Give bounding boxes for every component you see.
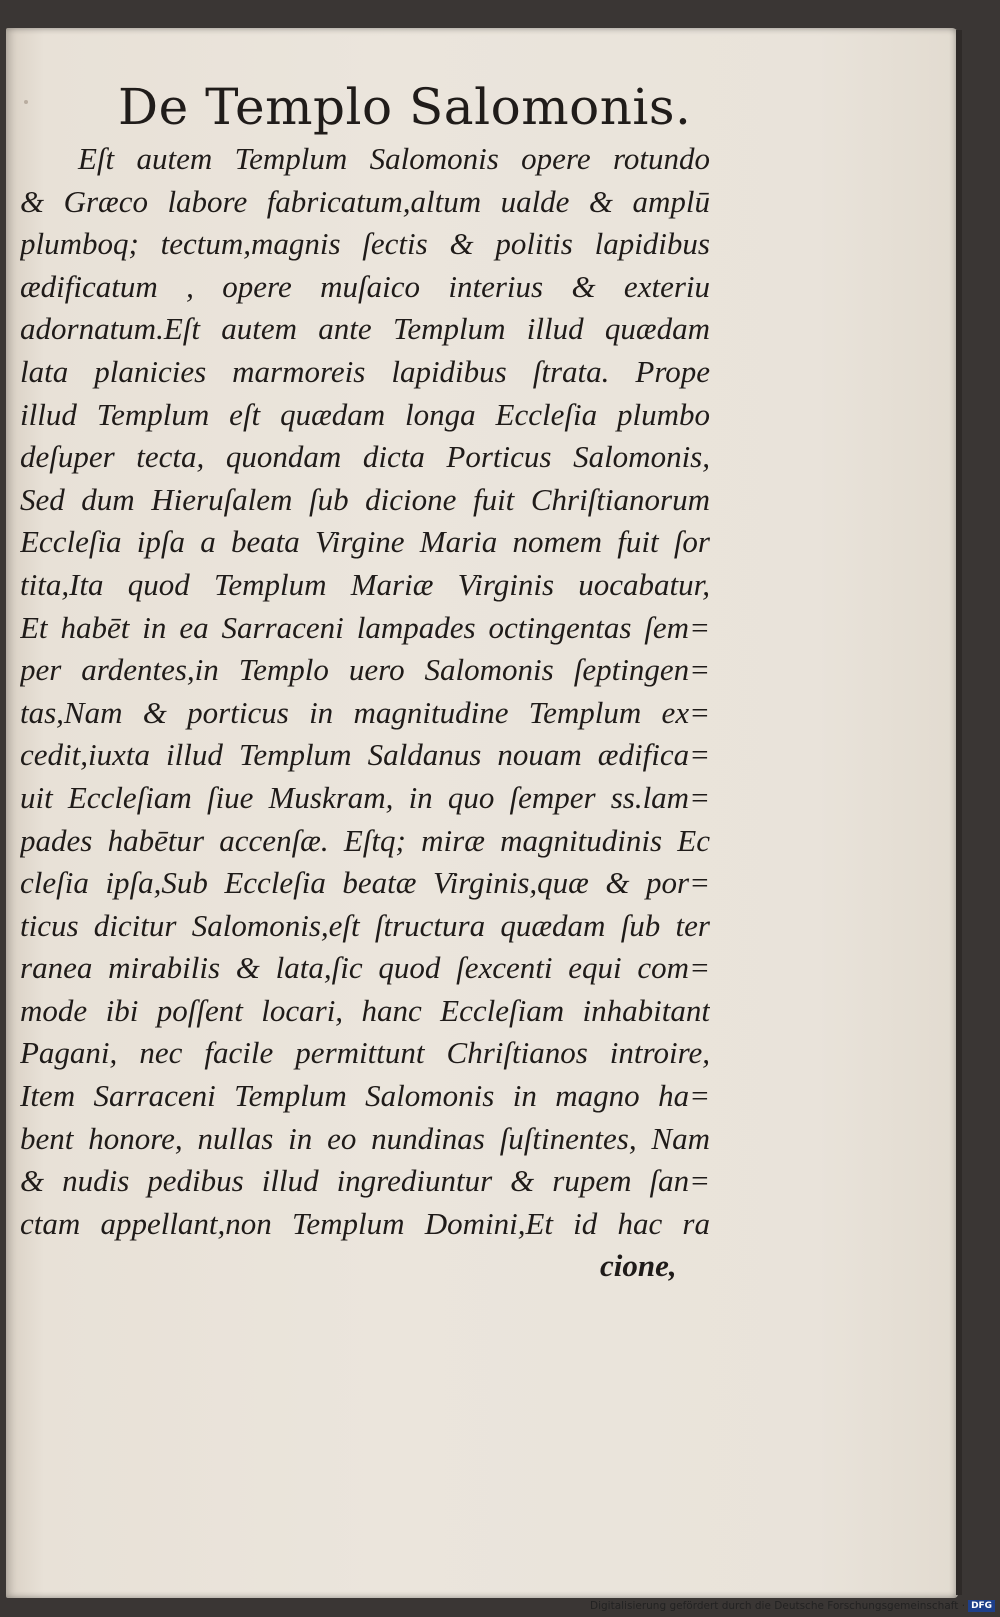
text-line: tita,Ita quod Templum Mariæ Virginis uocabatur,	[20, 566, 710, 602]
text-line: cedit,iuxta illud Templum Saldanus nouam ædifica=	[20, 737, 710, 773]
text-line: ædificatum , opere muſaico interius & exteriu	[20, 268, 710, 304]
text-line: tas,Nam & porticus in magnitudine Templum ex=	[20, 694, 710, 730]
text-line: ctam appellant,non Templum Domini,Et id hac ra	[20, 1205, 710, 1241]
page-heading: De Templo Salomonis.	[118, 78, 692, 136]
text-line: plumboq; tectum,magnis ſectis & politis lapidibus	[20, 226, 710, 262]
text-line: Eſt autem Templum Salomonis opere rotundo	[78, 141, 710, 176]
text-line: Item Sarraceni Templum Salomonis in magno ha=	[20, 1078, 710, 1114]
text-line: ticus dicitur Salomonis,eſt ſtructura quædam ſub ter	[20, 907, 710, 943]
body-text	[20, 138, 710, 1245]
text-line: illud Templum eſt quædam longa Eccleſia plumbo	[20, 396, 710, 432]
text-line: Et habēt in ea Sarraceni lampades octingentas ſem=	[20, 609, 710, 645]
text-line: uit Eccleſiam ſiue Muskram, in quo ſemper ss.lam=	[20, 779, 710, 815]
paper-speck	[24, 100, 28, 104]
text-line: adornatum.Eſt autem ante Templum illud quædam	[20, 311, 710, 347]
text-line: & Græco labore fabricatum,altum ualde & amplū	[20, 183, 710, 219]
catchword: cione,	[600, 1248, 677, 1283]
page-edge-shadow	[956, 30, 962, 1595]
dfg-logo: DFG	[968, 1600, 995, 1612]
text-line: cleſia ipſa,Sub Eccleſia beatæ Virginis,quæ & por=	[20, 865, 710, 901]
text-line: Eccleſia ipſa a beata Virgine Maria nomem fuit ſor	[20, 524, 710, 560]
text-line: mode ibi poſſent locari, hanc Eccleſiam inhabitant	[20, 992, 710, 1028]
text-line: ranea mirabilis & lata,ſic quod ſexcenti equi com=	[20, 950, 710, 986]
text-line: per ardentes,in Templo uero Salomonis ſeptingen=	[20, 652, 710, 688]
credit-text: Digitalisierung gefördert durch die Deutsche Forschungsgemeinschaft ·	[590, 1600, 966, 1612]
text-line: Sed dum Hieruſalem ſub dicione fuit Chriſtianorum	[20, 481, 710, 517]
text-line: pades habētur accenſæ. Eſtq; miræ magnitudinis Ec	[20, 822, 710, 858]
digitization-credit	[590, 1600, 992, 1615]
text-line: bent honore, nullas in eo nundinas ſuſtinentes, Nam	[20, 1120, 710, 1156]
text-line: lata planicies marmoreis lapidibus ſtrata. Prope	[20, 353, 710, 389]
text-line: & nudis pedibus illud ingrediuntur & rupem ſan=	[20, 1163, 710, 1199]
text-line: deſuper tecta, quondam dicta Porticus Salomonis,	[20, 439, 710, 475]
text-line: Pagani, nec facile permittunt Chriſtianos introire,	[20, 1035, 710, 1071]
